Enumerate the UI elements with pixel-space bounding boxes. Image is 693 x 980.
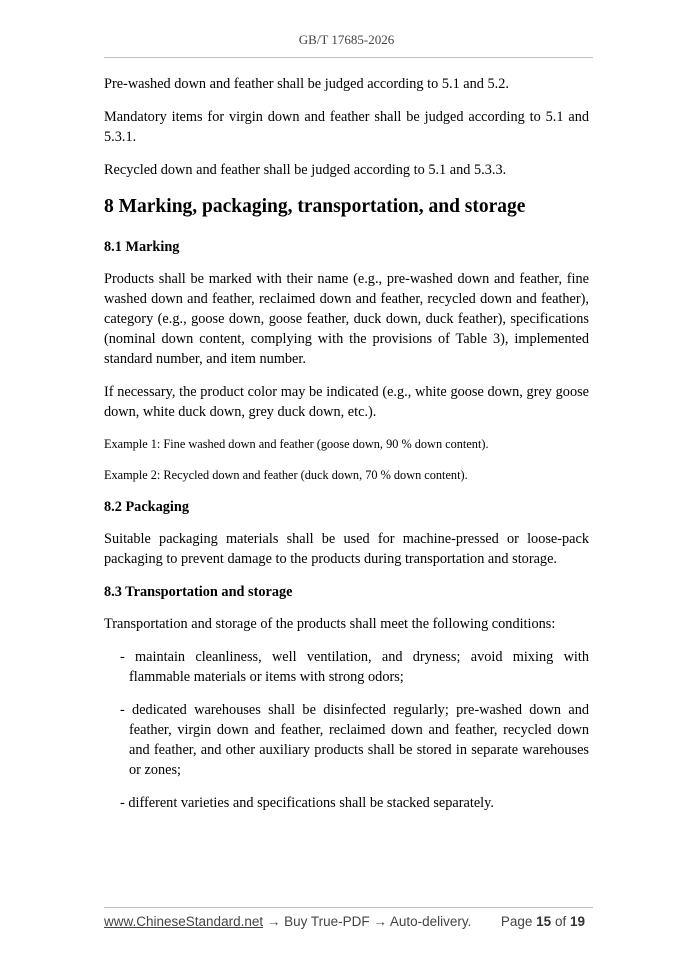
section-8-heading: 8 Marking, packaging, transportation, and storage (104, 196, 526, 217)
website-link[interactable]: www.ChineseStandard.net (104, 914, 264, 929)
list-item: - dedicated warehouses shall be disinfected regularly; pre-washed down and feather, virgin down and feather, reclaimed down and feather, recycled down and feather, and other auxiliary products shall be stored in separate warehouses or zones; (120, 702, 589, 778)
footer-divider (104, 907, 593, 908)
section-8-2-heading: 8.2 Packaging (104, 499, 189, 515)
section-8-1-heading: 8.1 Marking (104, 239, 180, 255)
of-word: of (554, 914, 567, 929)
marking-example-1: Example 1: Fine washed down and feather (goose down, 90 % down content). (104, 437, 489, 451)
marking-paragraph-1: Products shall be marked with their name (e.g., pre-washed down and feather, fine washed down and feather, reclaimed down and feather, recycled down and feather), category (e.g., goose down, goose feather, duck down, duck feather), specifications (nominal down content, complying with the provisions of Table 3), implemented standard number, and item number. (104, 271, 589, 367)
current-page: 15 (536, 914, 552, 929)
page-word: Page (500, 914, 533, 929)
list-item: - different varieties and specifications shall be stacked separately. (120, 795, 494, 811)
marking-example-2: Example 2: Recycled down and feather (duck down, 70 % down content). (104, 468, 468, 482)
page-body (104, 74, 589, 826)
list-item: - maintain cleanliness, well ventilation, and dryness; avoid mixing with flammable materials or items with strong odors; (120, 649, 589, 685)
intro-paragraph-3: Recycled down and feather shall be judged according to 5.1 and 5.3.3. (104, 162, 507, 178)
page-footer (104, 914, 589, 934)
page-header (0, 32, 693, 48)
header-divider (104, 57, 593, 58)
conditions-list (104, 647, 589, 813)
intro-paragraph-1: Pre-washed down and feather shall be judged according to 5.1 and 5.2. (104, 76, 509, 92)
section-8-3-heading: 8.3 Transportation and storage (104, 584, 293, 600)
page-number (501, 914, 585, 929)
footer-promo-text: → Buy True-PDF → Auto-delivery. (263, 914, 472, 929)
packaging-paragraph: Suitable packaging materials shall be used for machine-pressed or loose-pack packaging to prevent damage to the products during transportation and storage. (104, 531, 589, 567)
document-id: GB/T 17685-2026 (298, 32, 395, 47)
footer-promo (104, 914, 471, 929)
intro-paragraph-2: Mandatory items for virgin down and feather shall be judged according to 5.1 and 5.3.1. (104, 109, 589, 145)
marking-paragraph-2: If necessary, the product color may be indicated (e.g., white goose down, grey goose down, white duck down, grey duck down, etc.). (104, 384, 589, 420)
total-pages: 19 (569, 914, 585, 929)
transport-paragraph: Transportation and storage of the products shall meet the following conditions: (104, 616, 556, 632)
